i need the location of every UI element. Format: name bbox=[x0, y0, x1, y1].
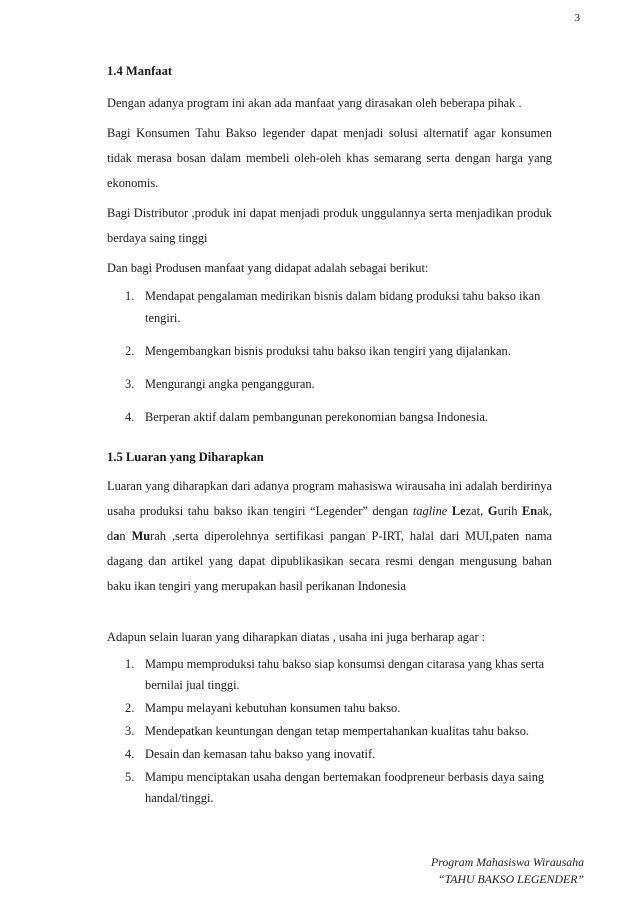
page-content bbox=[107, 62, 552, 811]
manfaat-list bbox=[107, 285, 552, 428]
list-item: 1. Mampu memproduksi tahu bakso siap konsumsi dengan citarasa yang khas serta bernilai jual tinggi. bbox=[125, 657, 545, 692]
list-item: 4. Berperan aktif dalam pembangunan perekonomian bangsa Indonesia. bbox=[125, 410, 489, 424]
manfaat-intro: Dengan adanya program ini akan ada manfaat yang dirasakan oleh beberapa pihak . bbox=[107, 96, 522, 110]
tagline-word: tagline bbox=[412, 504, 448, 518]
list-item: 1. Mendapat pengalaman medirikan bisnis dalam bidang produksi tahu bakso ikan tengiri. bbox=[125, 289, 541, 325]
page-number: 3 bbox=[574, 12, 580, 24]
list-item: 2. Mengembangkan bisnis produksi tahu bakso ikan tengiri yang dijalankan. bbox=[125, 344, 511, 358]
list-item: 5. Mampu menciptakan usaha dengan bertemakan foodpreneur berbasis daya saing handal/tinggi. bbox=[125, 770, 545, 805]
list-item: 2. Mampu melayani kebutuhan konsumen tahu bakso. bbox=[125, 701, 401, 715]
luaran-paragraph: Luaran yang diharapkan dari adanya program mahasiswa wirausaha ini adalah berdirinya usaha produksi tahu bakso ikan tengiri “Legender” dengan tagline Lezat, Gurih Enak, dan Murah ,serta diperolehnya sertifikasi pangan P-IRT, halal dari MUI,paten nama dagang dan artikel yang dapat dipublikasikan secara resmi dengan mengusung bahan baku ikan tengiri yang merupakan hasil perikanan Indonesia bbox=[107, 479, 552, 593]
list-item: 4. Desain dan kemasan tahu bakso yang inovatif. bbox=[125, 747, 376, 761]
footer-title: “TAHU BAKSO LEGENDER” bbox=[438, 872, 584, 886]
section-heading-luaran: 1.5 Luaran yang Diharapkan bbox=[107, 450, 264, 464]
list-item: 3. Mendepatkan keuntungan dengan tetap mempertahankan kualitas tahu bakso. bbox=[125, 724, 529, 738]
luaran-list bbox=[107, 654, 552, 809]
page-footer bbox=[324, 854, 584, 888]
luaran-paragraph-2: Adapun selain luaran yang diharapkan diatas , usaha ini juga berharap agar : bbox=[107, 630, 486, 644]
section-heading-manfaat: 1.4 Manfaat bbox=[107, 64, 173, 78]
manfaat-produsen: Dan bagi Produsen manfaat yang didapat adalah sebagai berikut: bbox=[107, 261, 429, 275]
list-item: 3. Mengurangi angka pengangguran. bbox=[125, 377, 315, 391]
manfaat-konsumen: Bagi Konsumen Tahu Bakso legender dapat menjadi solusi alternatif agar konsumen tidak merasa bosan dalam membeli oleh-oleh khas semarang serta dengan harga yang ekonomis. bbox=[107, 126, 552, 190]
footer-program: Program Mahasiswa Wirausaha bbox=[431, 855, 584, 869]
manfaat-distributor: Bagi Distributor ,produk ini dapat menjadi produk unggulannya serta menjadikan produk berdaya saing tinggi bbox=[107, 206, 552, 245]
